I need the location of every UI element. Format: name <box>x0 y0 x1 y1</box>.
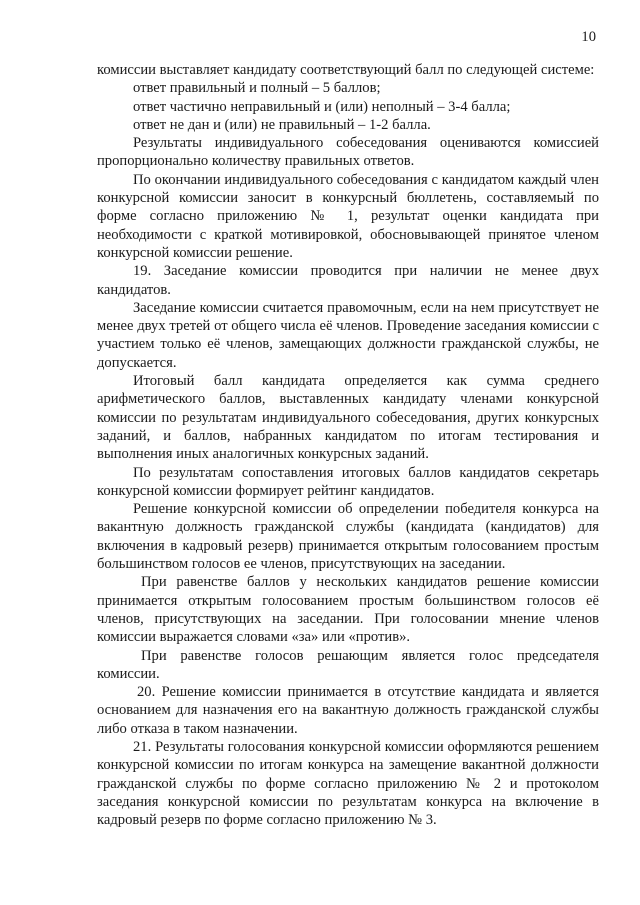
paragraph-final-score: Итоговый балл кандидата определяется как сумма среднего арифметического баллов, выставленных кандидату членами конкурсной комиссии по результатам индивидуального собеседования, других конкурсных заданий, и баллов, набранных кандидатом по итогам тестирования и выполнения иных аналогичных конкурсных заданий. <box>97 373 599 463</box>
paragraph-19: 19. Заседание комиссии проводится при наличии не менее двух кандидатов. <box>97 263 599 298</box>
paragraph-continuation: комиссии выставляет кандидату соответствующий балл по следующей системе: <box>97 62 595 78</box>
scoring-item-wrong: ответ не дан и (или) не правильный – 1-2 балла. <box>133 116 431 133</box>
paragraph-20: 20. Решение комиссии принимается в отсутствие кандидата и является основанием для назначения его на вакантную должность гражданской службы либо отказа в таком назначении. <box>97 684 599 737</box>
paragraph-rating: По результатам сопоставления итоговых баллов кандидатов секретарь конкурсной комиссии формирует рейтинг кандидатов. <box>97 464 599 499</box>
paragraph-equal-scores: При равенстве баллов у нескольких кандидатов решение комиссии принимается открытым голосованием простым большинством голосов её членов, присутствующих на заседании. При голосовании мнение членов комиссии выражается словами «за» или «против». <box>97 574 599 646</box>
paragraph-21: 21. Результаты голосования конкурсной комиссии оформляются решением конкурсной комиссии по итогам конкурса на замещение вакантной должности гражданской службы по форме согласно приложению № 2 и протоколом заседания конкурсной комиссии по результатам конкурса на включение в кадровый резерв по форме согласно приложению № 3. <box>97 738 599 829</box>
page-number: 10 <box>581 29 596 45</box>
scoring-item-partial: ответ частично неправильный и (или) неполный – 3-4 балла; <box>133 98 511 115</box>
paragraph-equal-votes: При равенстве голосов решающим является голос председателя комиссии. <box>97 647 599 682</box>
paragraph-ballot: По окончании индивидуального собеседования с кандидатом каждый член конкурсной комиссии заносит в конкурсный бюллетень, составляемый по форме согласно приложению № 1, результат оценки кандидата при необходимости с краткой мотивировкой, обосновывающей принятое членом конкурсной комиссии решение. <box>97 171 599 261</box>
scoring-item-full: ответ правильный и полный – 5 баллов; <box>133 80 381 97</box>
paragraph-quorum: Заседание комиссии считается правомочным, если на нем присутствует не менее двух третей от общего числа её членов. Проведение заседания комиссии с участием только её членов, замещающих должности гражданской службы, не допускается. <box>97 299 599 371</box>
document-body <box>97 61 599 829</box>
paragraph-interview-results: Результаты индивидуального собеседования оцениваются комиссией пропорционально количеству правильных ответов. <box>97 135 599 170</box>
paragraph-decision: Решение конкурсной комиссии об определении победителя конкурса на вакантную должность гражданской службы (кандидата (кандидатов) для включения в кадровый резерв) принимается открытым голосованием простым большинством голосов ее членов, присутствующих на заседании. <box>97 501 599 573</box>
